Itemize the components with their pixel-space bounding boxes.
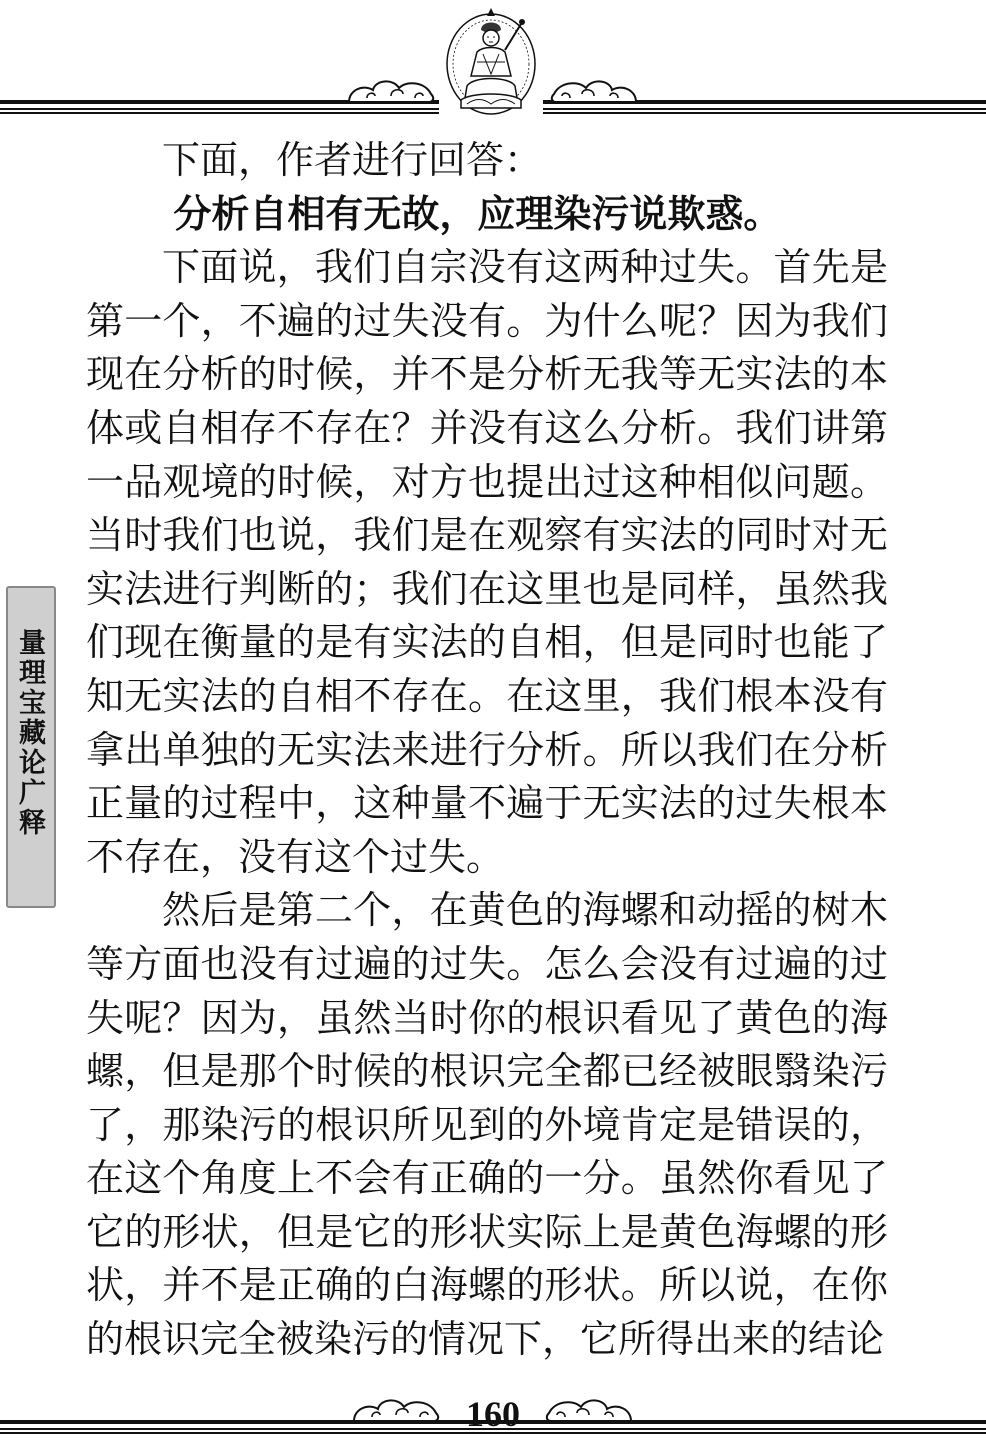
cloud-ornament-left (345, 76, 437, 106)
page-body (86, 134, 888, 1367)
paragraph-first-fault: 下面说，我们自宗没有这两种过失。首先是第一个，不遍的过失没有。为什么呢？因为我们现在分析的时候，并不是分析无我等无实法的本体或自相存不存在？并没有这么分析。我们讲第一品观境的时候，对方也提出过这种相似问题。当时我们也说，我们是在观察有实法的同时对无实法进行判断的；我们在这里也是同样，虽然我们现在衡量的是有实法的自相，但是同时也能了知无实法的自相不存在。在这里，我们根本没有拿出单独的无实法来进行分析。所以我们在分析正量的过程中，这种量不遍于无实法的过失根本不存在，没有这个过失。 (86, 245, 888, 879)
cloud-ornament-right (548, 76, 640, 106)
sidebar-book-tab (6, 586, 56, 908)
padmasambhava-emblem (437, 6, 545, 118)
paragraph-intro: 下面，作者进行回答： (162, 138, 543, 182)
page-number: 160 (466, 1394, 520, 1434)
book-title: 量理宝藏论广释 (14, 628, 45, 838)
paragraph-second-fault: 然后是第二个，在黄色的海螺和动摇的树木等方面也没有过遍的过失。怎么会没有过遍的过失呢？因为，虽然当时你的根识看见了黄色的海螺，但是那个时候的根识完全都已经被眼翳染污了，那染污的根识所见到的外境肯定是错误的，在这个角度上不会有正确的一分。虽然你看见了它的形状，但是它的形状实际上是黄色海螺的形状，并不是正确的白海螺的形状。所以说，在你的根识完全被染污的情况下，它所得出来的结论 (86, 888, 888, 1362)
root-verse: 分析自相有无故，应理染污说欺惑。 (173, 191, 782, 236)
